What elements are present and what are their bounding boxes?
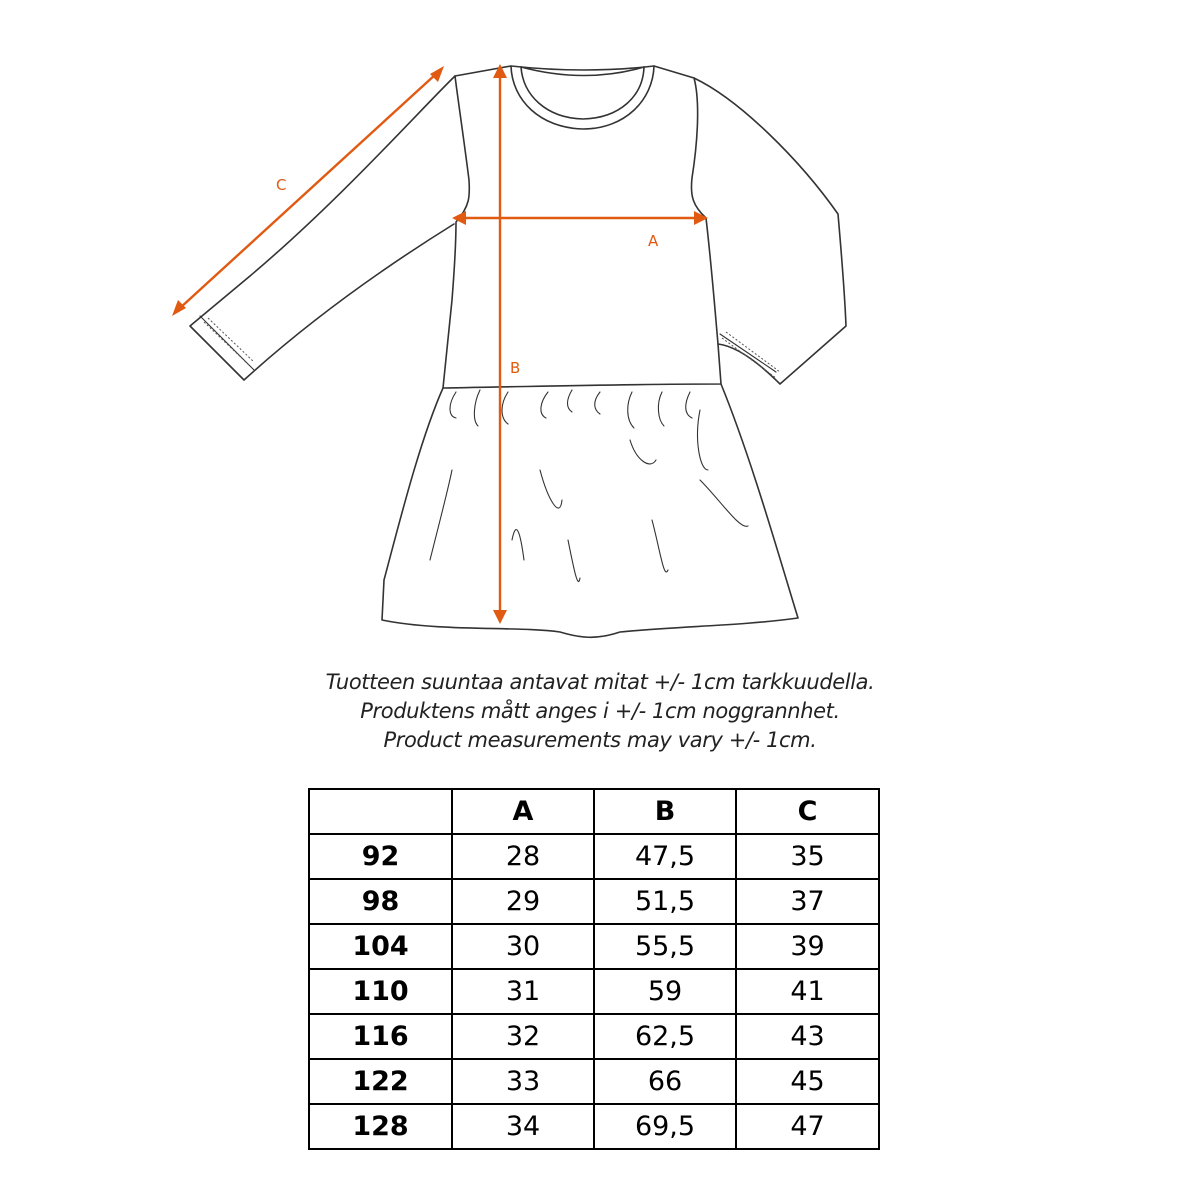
- table-row: [309, 834, 879, 879]
- value-cell-b: 51,5: [594, 879, 736, 924]
- skirt-gathers: [430, 390, 748, 582]
- measurement-c-label: C: [276, 176, 287, 194]
- measurement-b-arrow-bottom: [493, 610, 507, 624]
- note-english: Product measurements may vary +/- 1cm.: [383, 728, 817, 752]
- size-cell: 116: [309, 1014, 452, 1059]
- table-header-row: [309, 789, 879, 834]
- note-finnish: Tuotteen suuntaa antavat mitat +/- 1cm tarkkuudella.: [325, 670, 875, 694]
- value-cell-c: 37: [736, 879, 879, 924]
- dress-outline: [190, 66, 846, 637]
- note-swedish: Produktens mått anges i +/- 1cm noggrannhet.: [360, 699, 840, 723]
- measurement-c-arrow-top: [430, 66, 444, 82]
- value-cell-a: 30: [452, 924, 594, 969]
- value-cell-b: 47,5: [594, 834, 736, 879]
- table-row: [309, 879, 879, 924]
- measurement-a-label: A: [648, 232, 659, 250]
- column-header-a: A: [452, 789, 594, 834]
- size-cell: 110: [309, 969, 452, 1014]
- table-row: [309, 969, 879, 1014]
- measurement-a: [452, 211, 708, 250]
- skirt-outline: [382, 384, 798, 637]
- bodice-outline: [443, 66, 721, 388]
- value-cell-c: 35: [736, 834, 879, 879]
- measurement-c: [172, 66, 444, 316]
- value-cell-c: 47: [736, 1104, 879, 1149]
- value-cell-a: 34: [452, 1104, 594, 1149]
- value-cell-a: 32: [452, 1014, 594, 1059]
- table-corner-cell: [309, 789, 452, 834]
- table-row: [309, 1014, 879, 1059]
- column-header-c: C: [736, 789, 879, 834]
- value-cell-b: 62,5: [594, 1014, 736, 1059]
- size-table: [308, 788, 880, 1150]
- left-sleeve: [190, 76, 455, 380]
- value-cell-b: 66: [594, 1059, 736, 1104]
- column-header-b: B: [594, 789, 736, 834]
- measurement-b: [493, 64, 520, 624]
- size-cell: 128: [309, 1104, 452, 1149]
- size-cell: 104: [309, 924, 452, 969]
- value-cell-a: 33: [452, 1059, 594, 1104]
- measurement-b-arrow-top: [493, 64, 507, 78]
- table-row: [309, 924, 879, 969]
- measurement-a-arrow-left: [452, 211, 466, 225]
- value-cell-c: 39: [736, 924, 879, 969]
- table-row: [309, 1104, 879, 1149]
- value-cell-a: 29: [452, 879, 594, 924]
- value-cell-c: 43: [736, 1014, 879, 1059]
- measurement-notes: [0, 668, 1200, 755]
- value-cell-a: 28: [452, 834, 594, 879]
- right-cuff-line: [720, 334, 776, 372]
- value-cell-b: 69,5: [594, 1104, 736, 1149]
- right-cuff-stitch-1: [722, 338, 776, 378]
- value-cell-c: 41: [736, 969, 879, 1014]
- measurement-b-label: B: [510, 359, 521, 377]
- table-row: [309, 1059, 879, 1104]
- measurement-c-line: [180, 74, 436, 308]
- value-cell-c: 45: [736, 1059, 879, 1104]
- size-cell: 98: [309, 879, 452, 924]
- value-cell-b: 55,5: [594, 924, 736, 969]
- right-cuff-stitch-2: [726, 332, 780, 372]
- size-cell: 122: [309, 1059, 452, 1104]
- value-cell-a: 31: [452, 969, 594, 1014]
- size-cell: 92: [309, 834, 452, 879]
- value-cell-b: 59: [594, 969, 736, 1014]
- left-cuff-stitch-2: [208, 318, 254, 362]
- measurement-c-arrow-bottom: [172, 300, 186, 316]
